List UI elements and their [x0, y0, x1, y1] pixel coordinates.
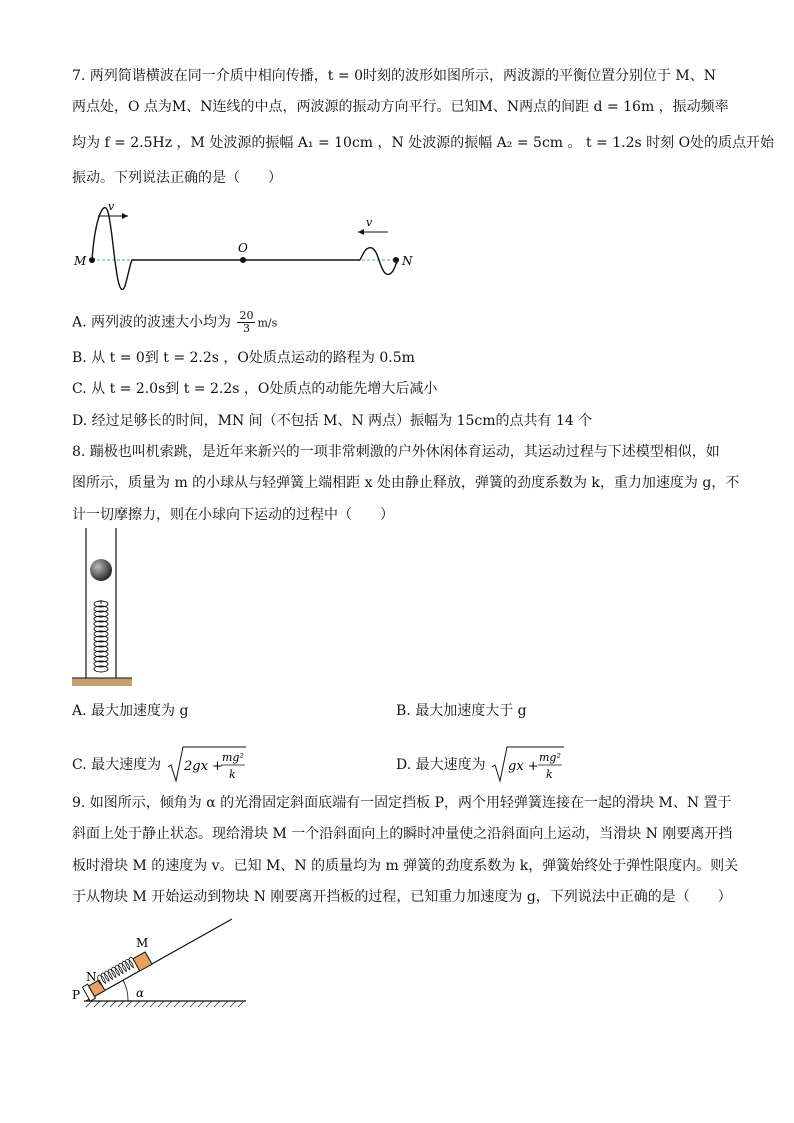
q7-label-M: M [74, 254, 87, 268]
q7-line-3: 均为 f = 2.5Hz ，M 处波源的振幅 A₁ = 10cm ，N 处波源的振幅 A₂ = 5cm 。 t = 1.2s 时刻 O处的质点开始 [72, 135, 775, 151]
q7-wave-figure [70, 198, 420, 298]
q8-line-3: 计一切摩擦力，则在小球向下运动的过程中（ ） [72, 507, 394, 523]
q8-option-C-num: mg² [221, 751, 244, 764]
q9-block-M [133, 952, 152, 971]
q7-line-4: 振动。下列说法正确的是（ ） [72, 170, 282, 186]
q9-incline-figure [70, 915, 250, 1015]
q7-option-A [72, 310, 277, 335]
q8-option-D-radical [490, 745, 566, 785]
q8-ground [72, 678, 132, 686]
q7-label-v-left: v [108, 200, 115, 213]
q8-option-A: A. 最大加速度为 g [72, 703, 189, 719]
q7-line-1: 7. 两列简谐横波在同一介质中相向传播，t = 0时刻的波形如图所示，两波源的平衡位置分别位于 M、N [72, 68, 717, 84]
q8-ball [90, 559, 112, 581]
q8-spring [94, 600, 108, 672]
q7-option-A-frac-den: 3 [242, 322, 250, 335]
q8-option-D [396, 745, 566, 785]
q7-label-N: N [402, 254, 413, 268]
q7-wave-M [92, 208, 360, 290]
q7-option-A-frac-num: 20 [239, 309, 254, 322]
q8-option-C-radicand: 2gx + [183, 759, 223, 774]
q7-wave-N [360, 248, 398, 275]
q7-option-A-unit: m/s [257, 316, 278, 330]
q9-line-3: 板时滑块 M 的速度为 v。已知 M、N 的质量均为 m 弹簧的劲度系数为 k，弹簧始终处于弹性限度内。则关 [72, 858, 739, 874]
q7-option-A-prefix: A. 两列波的波速大小均为 [72, 314, 232, 331]
q9-line-1: 9. 如图所示，倾角为 α 的光滑固定斜面底端有一固定挡板 P，两个用轻弹簧连接在一起的滑块 M、N 置于 [72, 795, 732, 811]
q9-label-M: M [136, 936, 149, 950]
q8-spring-figure [70, 528, 134, 690]
q9-label-N: N [86, 970, 97, 984]
q8-option-D-den: k [546, 768, 553, 781]
q9-label-alpha: α [136, 986, 145, 1000]
q8-option-B: B. 最大加速度大于 g [396, 703, 527, 719]
q7-arrow-left-head [122, 213, 128, 219]
q8-option-D-num: mg² [539, 751, 561, 764]
q7-option-D: D. 经过足够长的时间，MN 间（不包括 M、N 两点）振幅为 15cm的点共有 14 个 [72, 413, 593, 429]
q7-point-O [240, 257, 246, 263]
q9-angle-arc [123, 980, 128, 1001]
q8-line-1: 8. 蹦极也叫机索跳，是近年来新兴的一项非常刺激的户外休闲体育运动，其运动过程与下述模型相似，如 [72, 444, 720, 460]
q8-option-C-prefix: C. 最大速度为 [72, 757, 162, 773]
q9-incline [86, 919, 232, 1001]
q9-spring [96, 956, 138, 986]
q8-option-C-radical [166, 745, 248, 785]
q7-arrow-right-head [358, 229, 364, 235]
q7-point-M [89, 257, 95, 263]
q9-ground-hatch [86, 1001, 244, 1007]
q9-label-P: P [72, 988, 81, 1002]
q7-label-O: O [238, 241, 248, 255]
q7-label-v-right: v [366, 216, 373, 229]
q8-option-C-den: k [228, 768, 236, 781]
q7-line-2: 两点处，O 点为M、N连线的中点，两波源的振动方向平行。已知M、N两点的间距 d = 16m ，振动频率 [72, 99, 729, 115]
q9-line-4: 于从物块 M 开始运动到物块 N 刚要离开挡板的过程，已知重力加速度为 g，下列说法中正确的是（ ） [72, 889, 732, 905]
q8-option-D-radicand: gx + [508, 759, 539, 774]
q8-option-D-prefix: D. 最大速度为 [396, 757, 486, 773]
q7-option-A-fraction [237, 310, 255, 335]
q7-option-C: C. 从 t = 2.0s到 t = 2.2s ，O处质点的动能先增大后减小 [72, 381, 438, 397]
q8-option-C [72, 745, 248, 785]
q8-line-2: 图所示，质量为 m 的小球从与轻弹簧上端相距 x 处由静止释放，弹簧的劲度系数为 k，重力加速度为 g，不 [72, 475, 740, 491]
q9-line-2: 斜面上处于静止状态。现给滑块 M 一个沿斜面向上的瞬时冲量使之沿斜面向上运动，当滑块 N 刚要离开挡 [72, 826, 733, 842]
q7-option-B: B. 从 t = 0到 t = 2.2s ，O处质点运动的路程为 0.5m [72, 350, 415, 366]
q7-point-N [393, 257, 399, 263]
